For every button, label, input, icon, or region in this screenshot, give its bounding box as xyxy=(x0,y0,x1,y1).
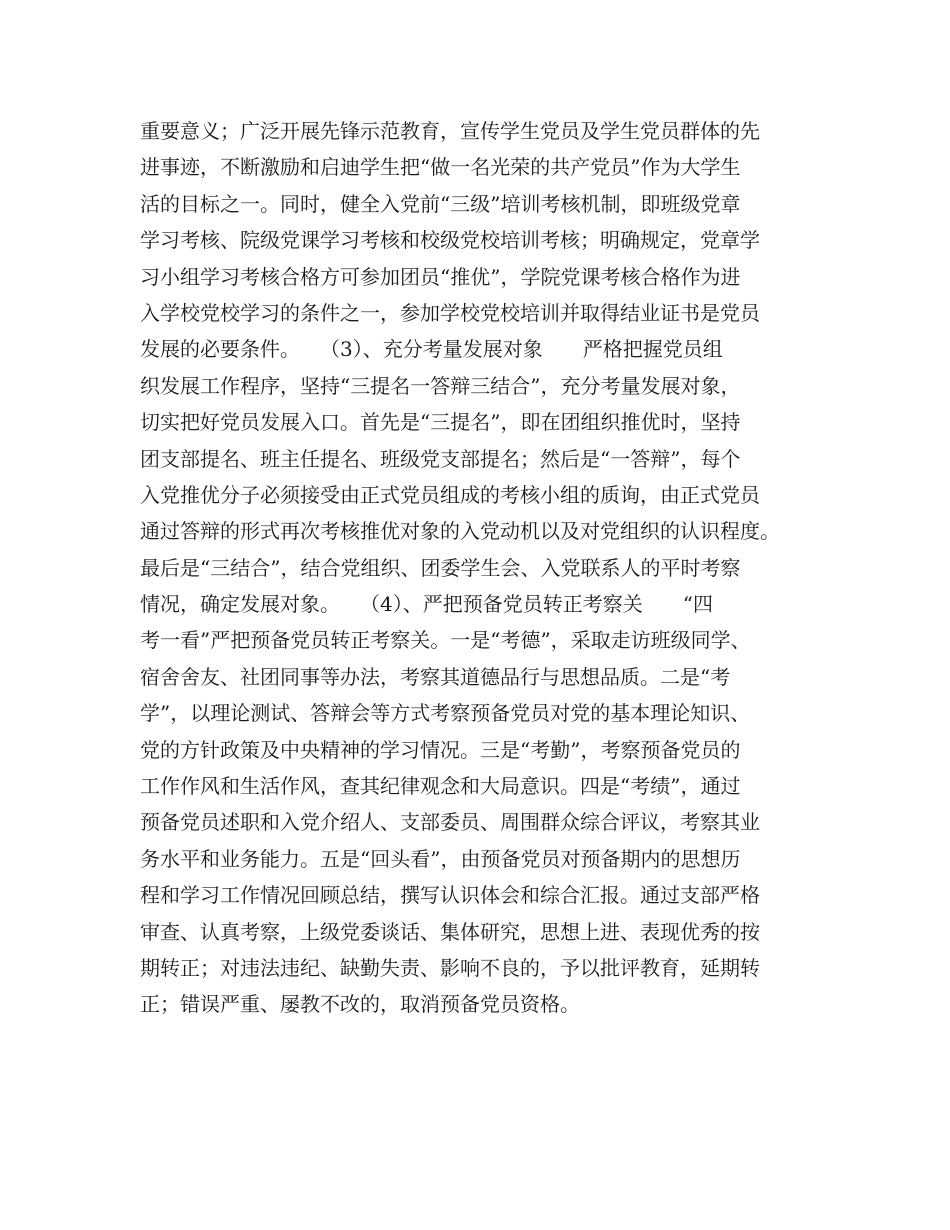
body-text xyxy=(140,113,820,1023)
text-line: 务水平和业务能力。五是“回头看”，由预备党员对预备期内的思想历 xyxy=(140,846,741,871)
text-line: 宿舍舍友、社团同事等办法，考察其道德品行与思想品质。二是“考 xyxy=(140,664,731,689)
text-line: 入党推优分子必须接受由正式党员组成的考核小组的质询，由正式党员 xyxy=(140,482,760,507)
text-line: 重要意义；广泛开展先锋示范教育，宣传学生党员及学生党员群体的先 xyxy=(140,119,760,143)
text-line: 织发展工作程序，坚持“三提名一答辩三结合”，充分考量发展对象， xyxy=(140,373,741,398)
text-line: 正；错误严重、屡教不改的，取消预备党员资格。 xyxy=(140,992,580,1017)
text-line: 考一看”严把预备党员转正考察关。一是“考德”，采取走访班级同学、 xyxy=(140,628,751,653)
text-line: 活的目标之一。同时，健全入党前“三级”培训考核机制，即班级党章 xyxy=(140,191,741,216)
text-line: 程和学习工作情况回顾总结，撰写认识体会和综合汇报。通过支部严格 xyxy=(140,883,760,908)
text-line: 最后是“三结合”，结合党组织、团委学生会、入党联系人的平时考察 xyxy=(140,555,741,580)
text-line: 审查、认真考察，上级党委谈话、集体研究，思想上进、表现优秀的按 xyxy=(140,919,760,944)
text-line: 团支部提名、班主任提名、班级党支部提名；然后是“一答辩”，每个 xyxy=(140,446,741,471)
text-line: 预备党员述职和入党介绍人、支部委员、周围群众综合评议，考察其业 xyxy=(140,810,760,835)
text-line: 习小组学习考核合格方可参加团员“推优”，学院党课考核合格作为进 xyxy=(140,264,741,289)
text-line: 发展的必要条件。 （3）、充分考量发展对象 严格把握党员组 xyxy=(140,337,723,362)
text-line: 通过答辩的形式再次考核推优对象的入党动机以及对党组织的认识程度。 xyxy=(140,519,780,544)
text-line: 学习考核、院级党课学习考核和校级党校培训考核；明确规定，党章学 xyxy=(140,228,760,253)
text-line: 学”，以理论测试、答辩会等方式考察预备党员对党的基本理论知识、 xyxy=(140,701,751,726)
text-line: 切实把好党员发展入口。首先是“三提名”，即在团组织推优时，坚持 xyxy=(140,410,741,435)
text-line: 党的方针政策及中央精神的学习情况。三是“考勤”，考察预备党员的 xyxy=(140,737,741,762)
text-line: 期转正；对违法违纪、缺勤失责、影响不良的，予以批评教育，延期转 xyxy=(140,955,760,980)
text-line: 入学校党校学习的条件之一，参加学校党校培训并取得结业证书是党员 xyxy=(140,300,760,325)
text-line: 工作作风和生活作风，查其纪律观念和大局意识。四是“考绩”，通过 xyxy=(140,774,741,799)
text-line: 进事迹，不断激励和启迪学生把“做一名光荣的共产党员”作为大学生 xyxy=(140,155,741,180)
text-line: 情况，确定发展对象。 （4）、严把预备党员转正考察关 “四 xyxy=(140,592,713,617)
